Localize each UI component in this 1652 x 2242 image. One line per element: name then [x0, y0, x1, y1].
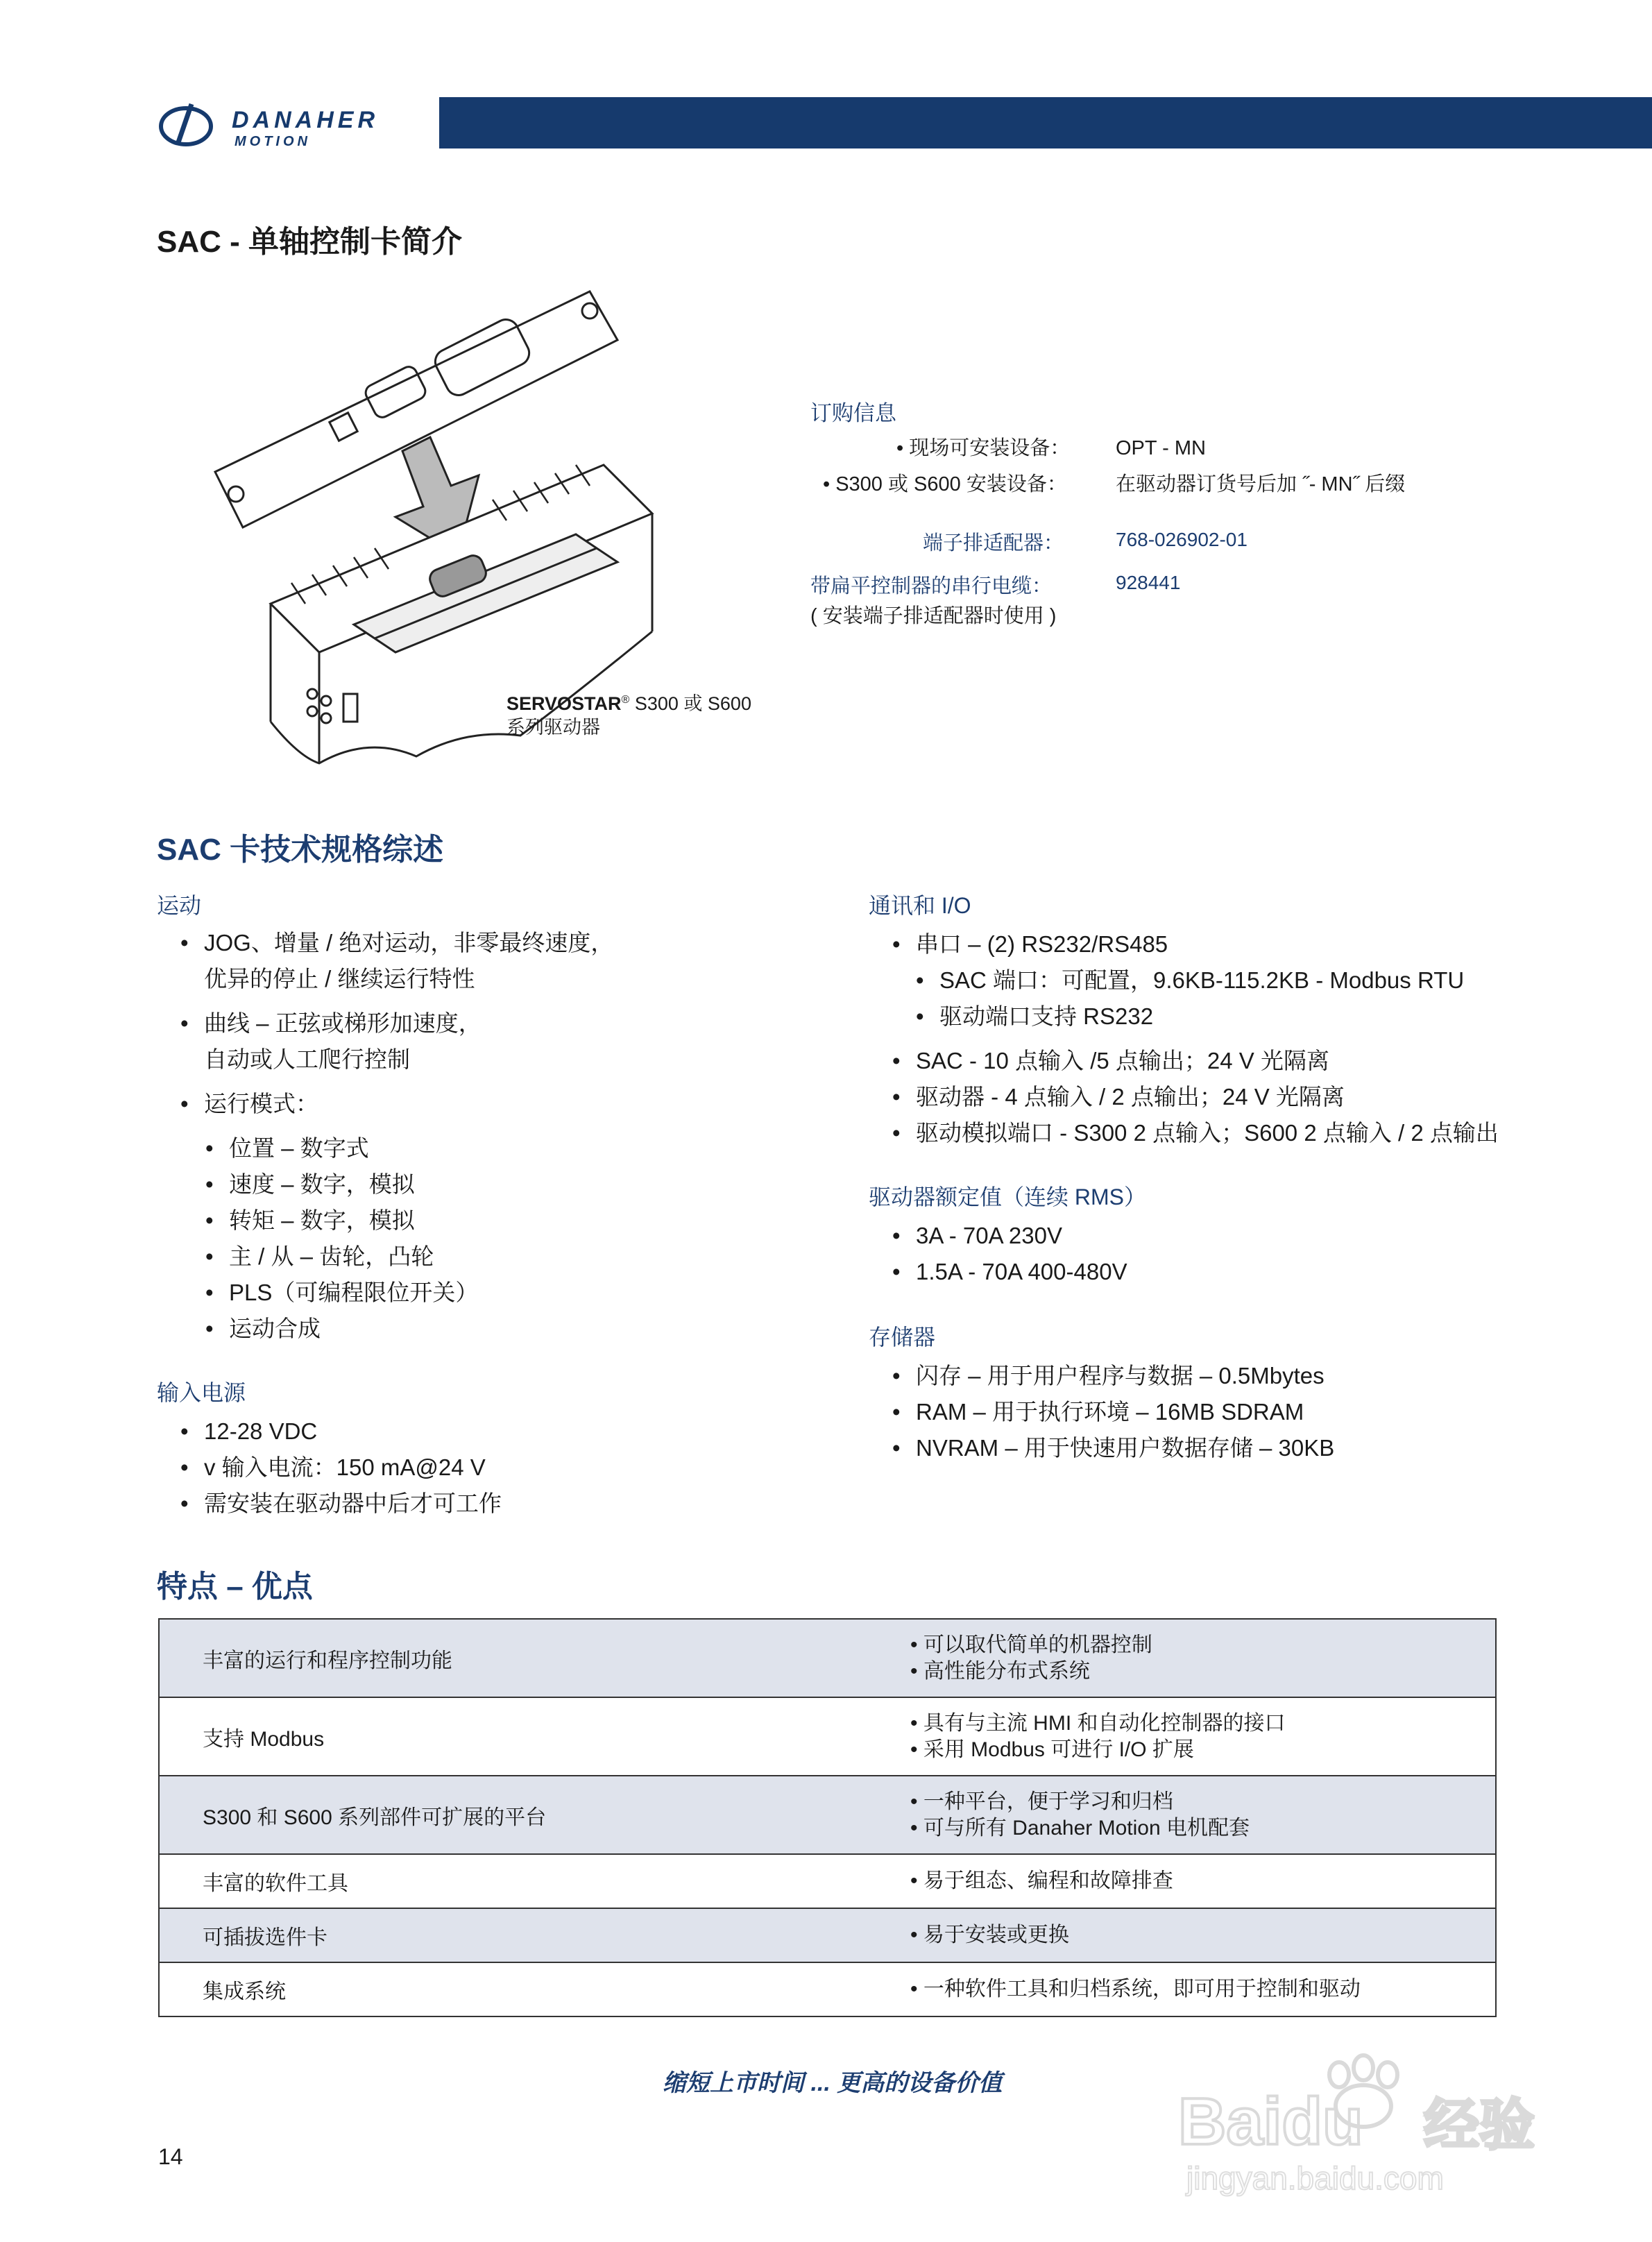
comm-heading: 通讯和 I/O — [869, 893, 971, 918]
ordering-row-2-value: 在驱动器订货号后加 ˝- MN˝ 后缀 — [1116, 473, 1406, 495]
list-item: • 3A - 70A 230V — [892, 1224, 1127, 1247]
memory-heading: 存储器 — [869, 1325, 936, 1350]
motion-list — [180, 931, 613, 954]
list-item: • 驱动器 - 4 点输入 / 2 点输出；24 V 光隔离 — [892, 1085, 1499, 1108]
cable-label: 带扁平控制器的串行电缆： — [810, 575, 1053, 597]
list-item: • 驱动模拟端口 - S300 2 点输入；S600 2 点输入 / 2 点输出 — [892, 1121, 1499, 1144]
list-item: • 串口 – (2) RS232/RS485 — [892, 933, 1168, 956]
benefit-text: • 易于安装或更换 — [910, 1923, 1069, 1947]
list-item: • SAC 端口：可配置，9.6KB-115.2KB - Modbus RTU — [916, 969, 1464, 992]
benefit-cell — [910, 1855, 1495, 1908]
list-item: • 转矩 – 数字，模拟 — [205, 1209, 478, 1232]
list-item: • 12-28 VDC — [180, 1420, 502, 1443]
benefit-text: • 易于组态、编程和故障排查 — [910, 1869, 1173, 1893]
comm-sublist — [916, 969, 1464, 1028]
benefit-cell — [910, 1620, 1495, 1697]
feature-cell: S300 和 S600 系列部件可扩展的平台 — [203, 1806, 547, 1829]
danaher-motion-logo — [157, 99, 420, 154]
header-bar — [439, 97, 1652, 148]
list-item: • 需安装在驱动器中后才可工作 — [180, 1492, 502, 1515]
table-row — [160, 1853, 1495, 1908]
list-item: • 运行模式： — [180, 1092, 318, 1115]
list-item: • PLS（可编程限位开关） — [205, 1281, 478, 1304]
features-table — [158, 1618, 1497, 2017]
rating-list — [892, 1224, 1127, 1283]
adapter-label: 端子排适配器： — [923, 532, 1064, 554]
benefit-text: • 高性能分布式系统 — [910, 1659, 1090, 1683]
feature-cell: 丰富的运行和程序控制功能 — [203, 1649, 452, 1672]
caption-reg: ® — [621, 694, 630, 706]
ordering-row-2-label: • S300 或 S600 安装设备： — [823, 473, 1067, 495]
table-row — [160, 1620, 1495, 1697]
list-item: • RAM – 用于执行环境 – 16MB SDRAM — [892, 1400, 1334, 1423]
page-number: 14 — [158, 2144, 183, 2169]
benefit-cell — [910, 1963, 1495, 2016]
benefit-text: • 具有与主流 HMI 和自动化控制器的接口 — [910, 1712, 1286, 1735]
list-item: • 速度 – 数字，模拟 — [205, 1173, 478, 1196]
table-row — [160, 1908, 1495, 1962]
rating-heading: 驱动器额定值（连续 RMS） — [869, 1184, 1147, 1209]
comm-list-2 — [892, 1049, 1499, 1144]
list-item: • NVRAM – 用于快速用户数据存储 – 30KB — [892, 1436, 1334, 1459]
benefit-cell — [910, 1776, 1495, 1853]
cable-note: ( 安装端子排适配器时使用 ) — [810, 605, 1057, 627]
motion-heading: 运动 — [157, 893, 202, 918]
benefit-cell — [910, 1698, 1495, 1775]
modes-list — [205, 1137, 478, 1340]
list-item-continuation: 优异的停止 / 继续运行特性 — [204, 966, 475, 992]
logo-sub-text: MOTION — [235, 134, 311, 149]
ordering-heading: 订购信息 — [810, 401, 896, 425]
benefit-text: • 采用 Modbus 可进行 I/O 扩展 — [910, 1738, 1194, 1761]
comm-list — [892, 933, 1168, 956]
feature-cell: 支持 Modbus — [203, 1727, 325, 1751]
power-list — [180, 1420, 502, 1515]
feature-cell: 可插拔选件卡 — [203, 1926, 327, 1949]
power-heading: 输入电源 — [157, 1380, 246, 1405]
cable-value: 928441 — [1116, 572, 1181, 593]
list-item: • 运动合成 — [205, 1317, 478, 1340]
drive-card-illustration — [201, 278, 751, 777]
baidu-watermark — [1166, 2040, 1554, 2200]
watermark-brand: Baidu — [1178, 2084, 1363, 2159]
drawing-caption — [506, 693, 751, 740]
adapter-value: 768-026902-01 — [1116, 529, 1247, 550]
table-row — [160, 1775, 1495, 1853]
benefit-text: • 可以取代简单的机器控制 — [910, 1633, 1152, 1656]
tagline: 缩短上市时间 ... 更高的设备价值 — [663, 2070, 1003, 2096]
watermark-text: 经验 — [1424, 2093, 1535, 2157]
ordering-row-1-value: OPT - MN — [1116, 437, 1206, 459]
specs-heading: SAC 卡技术规格综述 — [157, 833, 444, 867]
benefit-cell — [910, 1909, 1495, 1962]
list-item: • 1.5A - 70A 400-480V — [892, 1260, 1127, 1283]
list-item: • SAC - 10 点输入 /5 点输出；24 V 光隔离 — [892, 1049, 1499, 1072]
benefit-text: • 可与所有 Danaher Motion 电机配套 — [910, 1816, 1250, 1840]
benefit-text: • 一种软件工具和归档系统，即可用于控制和驱动 — [910, 1978, 1361, 2001]
benefit-text: • 一种平台，便于学习和归档 — [910, 1790, 1173, 1813]
motion-list-3 — [180, 1092, 318, 1115]
page-title: SAC - 单轴控制卡简介 — [157, 225, 462, 259]
caption-line2: 系列驱动器 — [506, 716, 600, 738]
feature-cell: 集成系统 — [203, 1980, 286, 2003]
caption-models: S300 或 S600 — [629, 693, 751, 714]
memory-list — [892, 1364, 1334, 1459]
list-item: • 主 / 从 – 齿轮，凸轮 — [205, 1245, 478, 1268]
list-item: • 闪存 – 用于用户程序与数据 – 0.5Mbytes — [892, 1364, 1334, 1387]
caption-brand: SERVOSTAR — [506, 693, 622, 714]
list-item: • 位置 – 数字式 — [205, 1137, 478, 1160]
motion-list-2 — [180, 1012, 482, 1035]
list-item-continuation: 自动或人工爬行控制 — [204, 1046, 410, 1072]
table-row — [160, 1697, 1495, 1775]
watermark-url: jingyan.baidu.com — [1186, 2160, 1444, 2196]
feature-cell: 丰富的软件工具 — [203, 1872, 348, 1895]
ordering-row-1-label: • 现场可安装设备： — [896, 437, 1071, 459]
list-item: • 驱动端口支持 RS232 — [916, 1005, 1464, 1028]
features-heading: 特点 – 优点 — [157, 1570, 313, 1604]
list-item: • v 输入电流：150 mA@24 V — [180, 1456, 502, 1479]
table-row — [160, 1962, 1495, 2016]
list-item: • 曲线 – 正弦或梯形加速度， — [180, 1012, 482, 1035]
logo-brand-text: DANAHER — [232, 107, 379, 133]
list-item: • JOG、增量 / 绝对运动，非零最终速度， — [180, 931, 613, 954]
